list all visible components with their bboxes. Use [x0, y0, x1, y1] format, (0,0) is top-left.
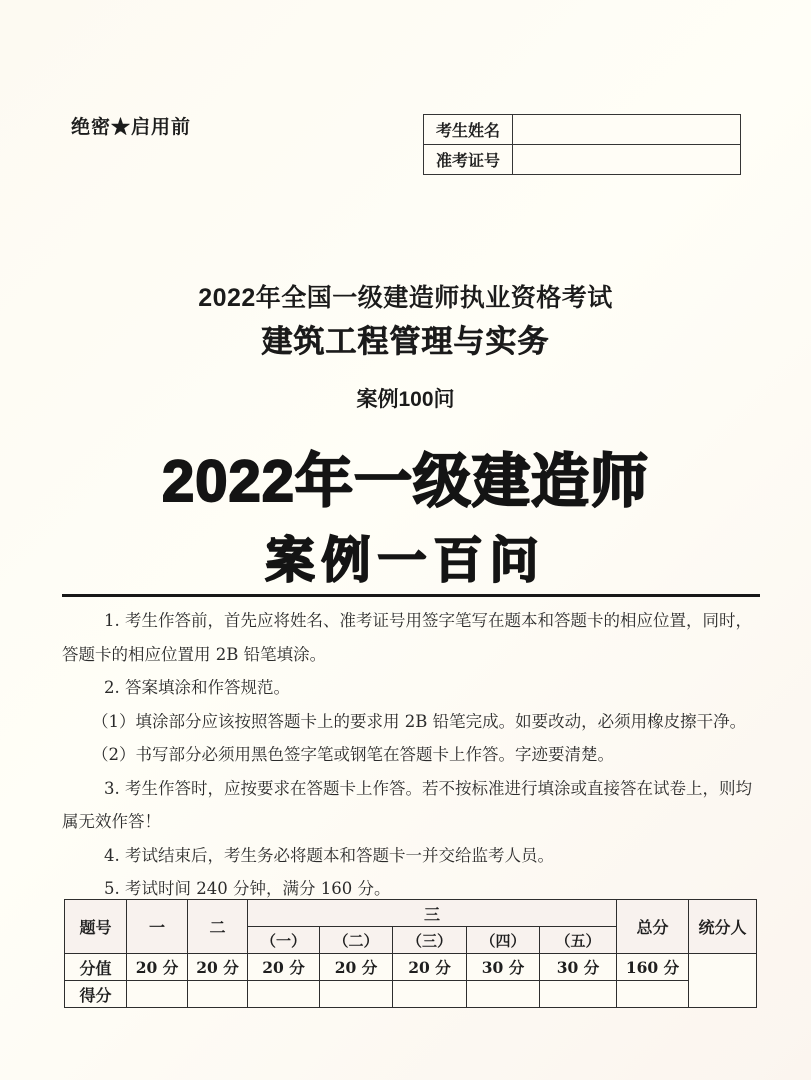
earned-score-row — [65, 981, 757, 1008]
points-cell: 20 分 — [188, 954, 248, 981]
earned-score-cell — [248, 981, 320, 1008]
question-number-header: 题号 — [65, 900, 127, 954]
instruction-line: 3. 考生作答时，应按要求在答题卡上作答。若不按标准进行填涂或直接答在试卷上，则均 — [104, 778, 752, 798]
points-cell: 20 分 — [320, 954, 393, 981]
points-cell: 30 分 — [467, 954, 540, 981]
instruction-line: 2. 答案填涂和作答规范。 — [104, 678, 290, 697]
scorer-header: 统分人 — [689, 900, 757, 954]
earned-score-cell — [127, 981, 188, 1008]
points-cell: 20 分 — [248, 954, 320, 981]
section-2-header: 二 — [188, 900, 248, 954]
section-3-sub-4: （四） — [467, 927, 540, 954]
section-1-header: 一 — [127, 900, 188, 954]
section-3-sub-1: （一） — [248, 927, 320, 954]
earned-score-cell — [617, 981, 689, 1008]
total-score-header: 总分 — [617, 900, 689, 954]
section-3-sub-2: （二） — [320, 927, 393, 954]
admission-ticket-label: 准考证号 — [424, 145, 513, 175]
candidate-name-row — [424, 115, 741, 145]
points-row-label: 分值 — [65, 954, 127, 981]
main-title-line2: 案例一百问 — [265, 534, 546, 588]
points-row — [65, 954, 757, 981]
earned-score-cell — [393, 981, 467, 1008]
subject-title: 建筑工程管理与实务 — [261, 324, 550, 359]
exam-instructions — [62, 604, 768, 906]
instruction-line: 答题卡的相应位置用 2B 铅笔填涂。 — [62, 644, 327, 664]
earned-score-cell — [467, 981, 540, 1008]
points-cell: 20 分 — [127, 954, 188, 981]
admission-ticket-row — [424, 145, 741, 175]
instruction-line: 5. 考试时间 240 分钟，满分 160 分。 — [104, 879, 391, 898]
points-cell: 160 分 — [617, 954, 689, 981]
points-cell: 20 分 — [393, 954, 467, 981]
score-summary-table — [64, 899, 757, 1008]
earned-score-cell — [320, 981, 393, 1008]
section-3-header: 三 — [248, 900, 617, 927]
admission-ticket-field — [513, 145, 741, 175]
section-3-sub-3: （三） — [393, 927, 467, 954]
scorer-blank-cell — [689, 954, 757, 1008]
instruction-line: （2）书写部分必须用黑色签字笔或钢笔在答题卡上作答。字迹要清楚。 — [92, 745, 614, 764]
earned-row-label: 得分 — [65, 981, 127, 1008]
security-classification-label: 绝密★启用前 — [71, 116, 192, 138]
divider-line — [62, 594, 760, 597]
score-header-row — [65, 900, 757, 927]
instruction-line: （1）填涂部分应该按照答题卡上的要求用 2B 铅笔完成。如要改动，必须用橡皮擦干净。 — [92, 711, 747, 731]
earned-score-cell — [540, 981, 617, 1008]
points-cell: 30 分 — [540, 954, 617, 981]
earned-score-cell — [188, 981, 248, 1008]
candidate-name-field — [513, 115, 741, 145]
candidate-name-label: 考生姓名 — [424, 115, 513, 145]
exam-name-title: 2022年全国一级建造师执业资格考试 — [198, 284, 613, 312]
case-subtitle: 案例100问 — [356, 388, 455, 411]
section-3-sub-5: （五） — [540, 927, 617, 954]
instruction-line: 4. 考试结束后，考生务必将题本和答题卡一并交给监考人员。 — [104, 845, 554, 865]
instruction-line: 属无效作答！ — [62, 812, 161, 831]
instruction-line: 1. 考生作答前，首先应将姓名、准考证号用签字笔写在题本和答题卡的相应位置，同时， — [104, 611, 752, 630]
candidate-info-table — [423, 114, 741, 175]
main-title-line1: 2022年一级建造师 — [161, 449, 650, 514]
